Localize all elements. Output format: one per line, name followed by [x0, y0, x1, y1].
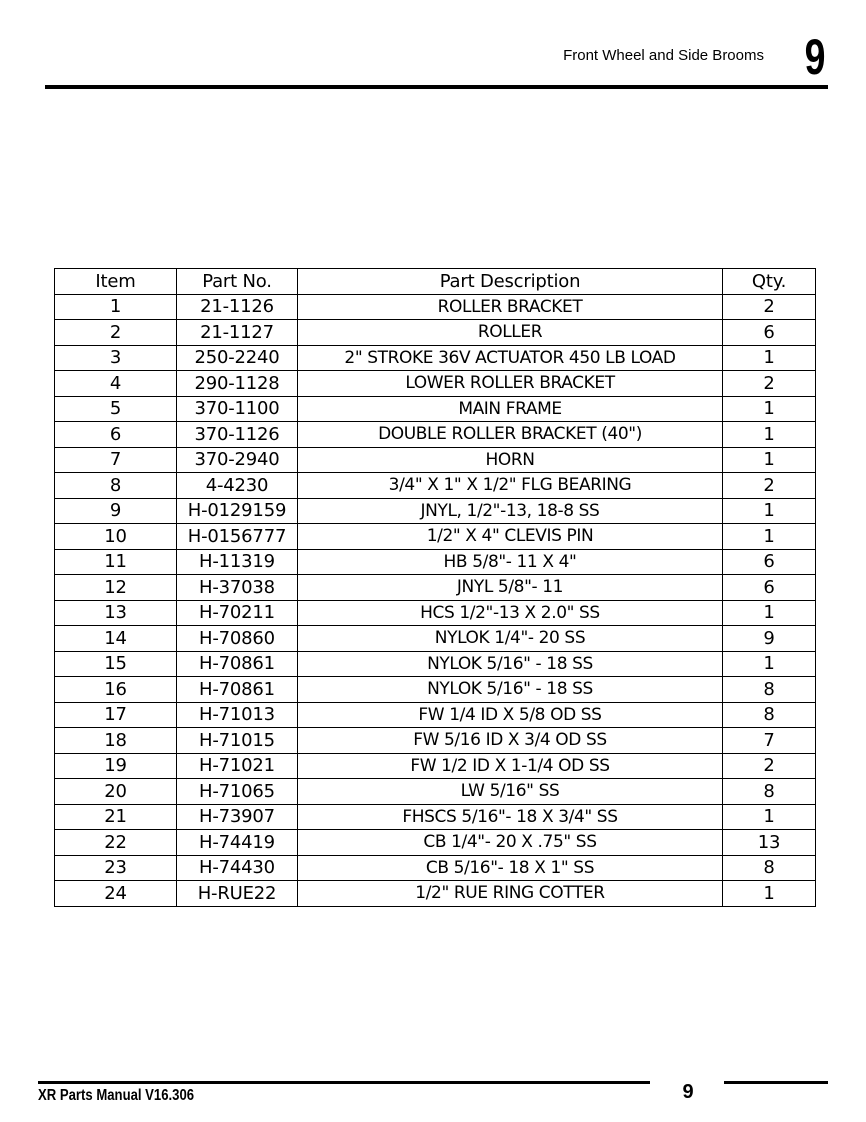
item-cell: 11: [55, 549, 177, 575]
table-row: [55, 320, 816, 346]
table-row: [55, 651, 816, 677]
part-no-cell: H-70211: [177, 600, 298, 626]
item-cell: 20: [55, 779, 177, 805]
item-cell: 12: [55, 575, 177, 601]
footer-divider-right: [724, 1081, 828, 1084]
description-cell: HB 5/8"- 11 X 4": [298, 549, 723, 575]
part-no-cell: H-74419: [177, 830, 298, 856]
table-row: [55, 575, 816, 601]
item-cell: 21: [55, 804, 177, 830]
qty-cell: 1: [723, 422, 816, 448]
part-no-cell: H-71065: [177, 779, 298, 805]
qty-cell: 2: [723, 371, 816, 397]
part-no-cell: 370-2940: [177, 447, 298, 473]
qty-cell: 6: [723, 575, 816, 601]
description-cell: MAIN FRAME: [298, 396, 723, 422]
table-row: [55, 779, 816, 805]
item-cell: 10: [55, 524, 177, 550]
description-cell: LOWER ROLLER BRACKET: [298, 371, 723, 397]
table-row: [55, 855, 816, 881]
part-no-cell: H-70860: [177, 626, 298, 652]
description-cell: HCS 1/2"-13 X 2.0" SS: [298, 600, 723, 626]
item-cell: 4: [55, 371, 177, 397]
table-row: [55, 294, 816, 320]
qty-cell: 1: [723, 600, 816, 626]
table-row: [55, 371, 816, 397]
table-row: [55, 396, 816, 422]
item-cell: 2: [55, 320, 177, 346]
description-cell: 3/4" X 1" X 1/2" FLG BEARING: [298, 473, 723, 499]
qty-cell: 2: [723, 294, 816, 320]
description-cell: NYLOK 1/4"- 20 SS: [298, 626, 723, 652]
parts-table: [54, 268, 816, 907]
part-no-cell: 290-1128: [177, 371, 298, 397]
qty-cell: 2: [723, 473, 816, 499]
qty-cell: 8: [723, 702, 816, 728]
item-cell: 17: [55, 702, 177, 728]
item-cell: 5: [55, 396, 177, 422]
table-row: [55, 524, 816, 550]
section-number: 9: [804, 29, 826, 85]
column-header-part-description: Part Description: [298, 269, 723, 295]
item-cell: 13: [55, 600, 177, 626]
part-no-cell: H-70861: [177, 651, 298, 677]
part-no-cell: H-0156777: [177, 524, 298, 550]
qty-cell: 8: [723, 855, 816, 881]
description-cell: FHSCS 5/16"- 18 X 3/4" SS: [298, 804, 723, 830]
table-row: [55, 473, 816, 499]
qty-cell: 1: [723, 881, 816, 907]
part-no-cell: H-71013: [177, 702, 298, 728]
item-cell: 3: [55, 345, 177, 371]
qty-cell: 1: [723, 651, 816, 677]
table-row: [55, 830, 816, 856]
column-header-qty: Qty.: [723, 269, 816, 295]
item-cell: 6: [55, 422, 177, 448]
table-row: [55, 447, 816, 473]
part-no-cell: 370-1126: [177, 422, 298, 448]
table-row: [55, 728, 816, 754]
table-row: [55, 881, 816, 907]
part-no-cell: H-74430: [177, 855, 298, 881]
table-row: [55, 549, 816, 575]
qty-cell: 1: [723, 804, 816, 830]
part-no-cell: 4-4230: [177, 473, 298, 499]
item-cell: 24: [55, 881, 177, 907]
table-row: [55, 626, 816, 652]
item-cell: 23: [55, 855, 177, 881]
description-cell: 2" STROKE 36V ACTUATOR 450 LB LOAD: [298, 345, 723, 371]
description-cell: JNYL, 1/2"-13, 18-8 SS: [298, 498, 723, 524]
manual-title: XR Parts Manual V16.306: [38, 1087, 195, 1104]
description-cell: HORN: [298, 447, 723, 473]
qty-cell: 8: [723, 677, 816, 703]
item-cell: 15: [55, 651, 177, 677]
column-header-item: Item: [55, 269, 177, 295]
part-no-cell: 21-1126: [177, 294, 298, 320]
qty-cell: 1: [723, 345, 816, 371]
description-cell: FW 1/2 ID X 1-1/4 OD SS: [298, 753, 723, 779]
part-no-cell: H-73907: [177, 804, 298, 830]
description-cell: JNYL 5/8"- 11: [298, 575, 723, 601]
qty-cell: 1: [723, 524, 816, 550]
qty-cell: 13: [723, 830, 816, 856]
table-row: [55, 702, 816, 728]
item-cell: 7: [55, 447, 177, 473]
item-cell: 16: [55, 677, 177, 703]
item-cell: 8: [55, 473, 177, 499]
description-cell: NYLOK 5/16" - 18 SS: [298, 677, 723, 703]
table-row: [55, 804, 816, 830]
part-no-cell: 21-1127: [177, 320, 298, 346]
column-header-part-no: Part No.: [177, 269, 298, 295]
part-no-cell: H-11319: [177, 549, 298, 575]
footer-divider-left: [38, 1081, 650, 1084]
description-cell: CB 1/4"- 20 X .75" SS: [298, 830, 723, 856]
qty-cell: 7: [723, 728, 816, 754]
description-cell: LW 5/16" SS: [298, 779, 723, 805]
table-row: [55, 422, 816, 448]
qty-cell: 6: [723, 320, 816, 346]
item-cell: 14: [55, 626, 177, 652]
header-divider: [45, 85, 828, 89]
section-title: Front Wheel and Side Brooms: [563, 47, 764, 64]
qty-cell: 1: [723, 498, 816, 524]
description-cell: ROLLER: [298, 320, 723, 346]
qty-cell: 8: [723, 779, 816, 805]
qty-cell: 9: [723, 626, 816, 652]
description-cell: NYLOK 5/16" - 18 SS: [298, 651, 723, 677]
part-no-cell: H-71021: [177, 753, 298, 779]
item-cell: 19: [55, 753, 177, 779]
table-row: [55, 345, 816, 371]
item-cell: 9: [55, 498, 177, 524]
description-cell: CB 5/16"- 18 X 1" SS: [298, 855, 723, 881]
description-cell: FW 1/4 ID X 5/8 OD SS: [298, 702, 723, 728]
table-row: [55, 498, 816, 524]
part-no-cell: 370-1100: [177, 396, 298, 422]
part-no-cell: H-37038: [177, 575, 298, 601]
part-no-cell: H-71015: [177, 728, 298, 754]
description-cell: FW 5/16 ID X 3/4 OD SS: [298, 728, 723, 754]
description-cell: 1/2" X 4" CLEVIS PIN: [298, 524, 723, 550]
item-cell: 1: [55, 294, 177, 320]
part-no-cell: H-70861: [177, 677, 298, 703]
part-no-cell: 250-2240: [177, 345, 298, 371]
qty-cell: 1: [723, 447, 816, 473]
description-cell: ROLLER BRACKET: [298, 294, 723, 320]
item-cell: 22: [55, 830, 177, 856]
qty-cell: 6: [723, 549, 816, 575]
description-cell: DOUBLE ROLLER BRACKET (40"): [298, 422, 723, 448]
table-header-row: [55, 269, 816, 295]
description-cell: 1/2" RUE RING COTTER: [298, 881, 723, 907]
table-row: [55, 753, 816, 779]
part-no-cell: H-0129159: [177, 498, 298, 524]
qty-cell: 1: [723, 396, 816, 422]
part-no-cell: H-RUE22: [177, 881, 298, 907]
table-row: [55, 600, 816, 626]
qty-cell: 2: [723, 753, 816, 779]
table-row: [55, 677, 816, 703]
page-number: 9: [682, 1081, 694, 1103]
item-cell: 18: [55, 728, 177, 754]
